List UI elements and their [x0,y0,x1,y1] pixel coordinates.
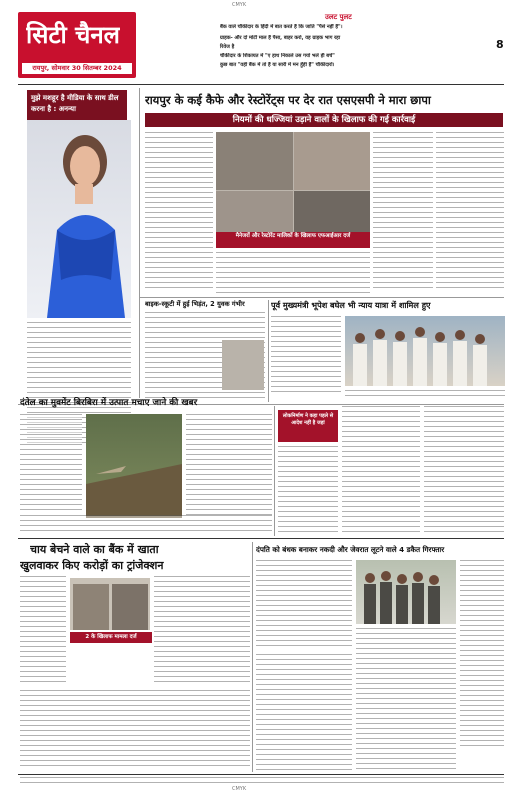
lead-subhead: नियमों की धज्जियां उड़ाने वालों के खिलाफ की गई कार्रवाई [232,115,416,125]
cmyk-mark-top: CMYK [232,2,247,8]
cmyk-mark-bottom: CMYK [232,786,247,792]
masthead-dateline: रायपुर, सोमवार 30 सितम्बर 2024 [22,63,132,74]
dacoity-photo [356,560,456,624]
middle-body-col1 [278,446,338,534]
lead-body-col4 [436,132,504,292]
chai-body-col3 [20,690,250,770]
bhupesh-body-col2 [345,390,505,400]
portrait-figure [27,120,131,318]
chai-photo-left [73,584,109,630]
lead-headline: रायपुर के कई कैफे और रेस्टोरेंट्स पर देर रात एसएसपी ने मारा छापा [145,93,431,107]
top-box-label: उलट पुलट [325,13,352,21]
top-box-line5: कुछ बात "वही बैंक में तो हैं या सारी में मन हुँही हैं" चौकीदारों। [220,62,335,68]
lead-body-col2 [216,252,370,294]
lead-photo-caption-bar [216,232,370,248]
bhupesh-inset-text: लोकनिर्माण ने कहा पहले से आदेश नहीं है जहां [282,413,334,426]
middle-body-col2 [342,406,420,534]
top-box [220,13,486,78]
dantewada-photo [86,414,182,518]
bike-headline: बाइक-स्कूटी में हुई भिड़ंत, 2 युवक गंभीर [145,300,245,308]
bhupesh-headline: पूर्व मुख्यमंत्री भूपेश बघेल भी न्याय यात्रा में शामिल हुए [271,300,431,310]
page-number: 8 [496,38,504,51]
dacoity-body-col4 [356,628,456,770]
bike-photo [222,340,264,390]
dantewada-body-col2 [186,414,272,518]
dantewada-headline: दंतेल का मुवमेंट बिरबिरा में उत्पात मचाए जाने की खबर [20,398,198,408]
chai-headline-2: खुलवाकर किए करोड़ों का ट्रांजेक्शन [20,559,164,572]
masthead [18,12,136,78]
top-box-line1: बैंक वाले चौकीदार के हिंदी में बात करते हैं कि जाति "पैसे नहीं हैं"। [220,24,343,30]
side-story-headline: मुझे मशहूर है मीडिया के साथ डील करना है : अनन्या [31,94,119,113]
chai-body-col1 [20,576,66,686]
lead-photo-panel-2 [294,132,370,190]
middle-body-col3 [424,406,504,534]
bhupesh-photo [345,316,505,386]
chai-inset-box [70,632,152,643]
top-box-line2: ग्राहक- और दो मोटी माल हैं पैसा, बाहर करो, वह ग्राहक भाग रहा [220,35,341,41]
side-story-headline-box [27,90,127,120]
dacoity-body-col1 [256,560,352,650]
lead-photo [216,132,370,248]
lead-photo-panel-1 [216,132,293,190]
lead-subhead-bar [145,113,503,127]
dacoity-body-col3 [256,654,352,770]
masthead-title: सिटी चैनल [26,20,120,49]
dantewada-body-col3 [20,515,272,531]
bhupesh-body-col1 [271,316,341,396]
chai-photo-right [112,584,148,630]
top-box-line4: चौकीदार के शिकायत में "ए हाथ निकाले उस गयो भले ही बचें" [220,53,335,59]
lead-body-col1 [145,132,213,292]
chai-headline-1: चाय बेचने वाले का बैंक में खाता [30,543,159,556]
chai-body-col2 [154,576,250,686]
lead-body-col3 [373,132,433,292]
dacoity-headline: दंपति को बंधक बनाकर नकदी और जेवरात लूटने वाले 4 डकैत गिरफ्तार [256,545,445,554]
chai-photo [70,578,150,630]
dantewada-body-col1 [20,414,82,512]
forest-scene [86,414,182,518]
arrested-group [356,560,456,624]
crowd-figures [345,316,505,386]
footer-imprint [20,777,504,785]
lead-photo-caption: मैनेजरों और रेस्टोरेंट मालिकों के खिलाफ एफआईआर दर्ज [235,233,351,239]
side-story-photo [27,120,131,318]
dacoity-body-col2 [460,560,504,750]
bhupesh-inset-box [278,410,338,442]
top-box-line3: रिवेज है [220,44,235,50]
chai-inset-text: 2 के खिलाफ मामला दर्ज [85,634,137,640]
